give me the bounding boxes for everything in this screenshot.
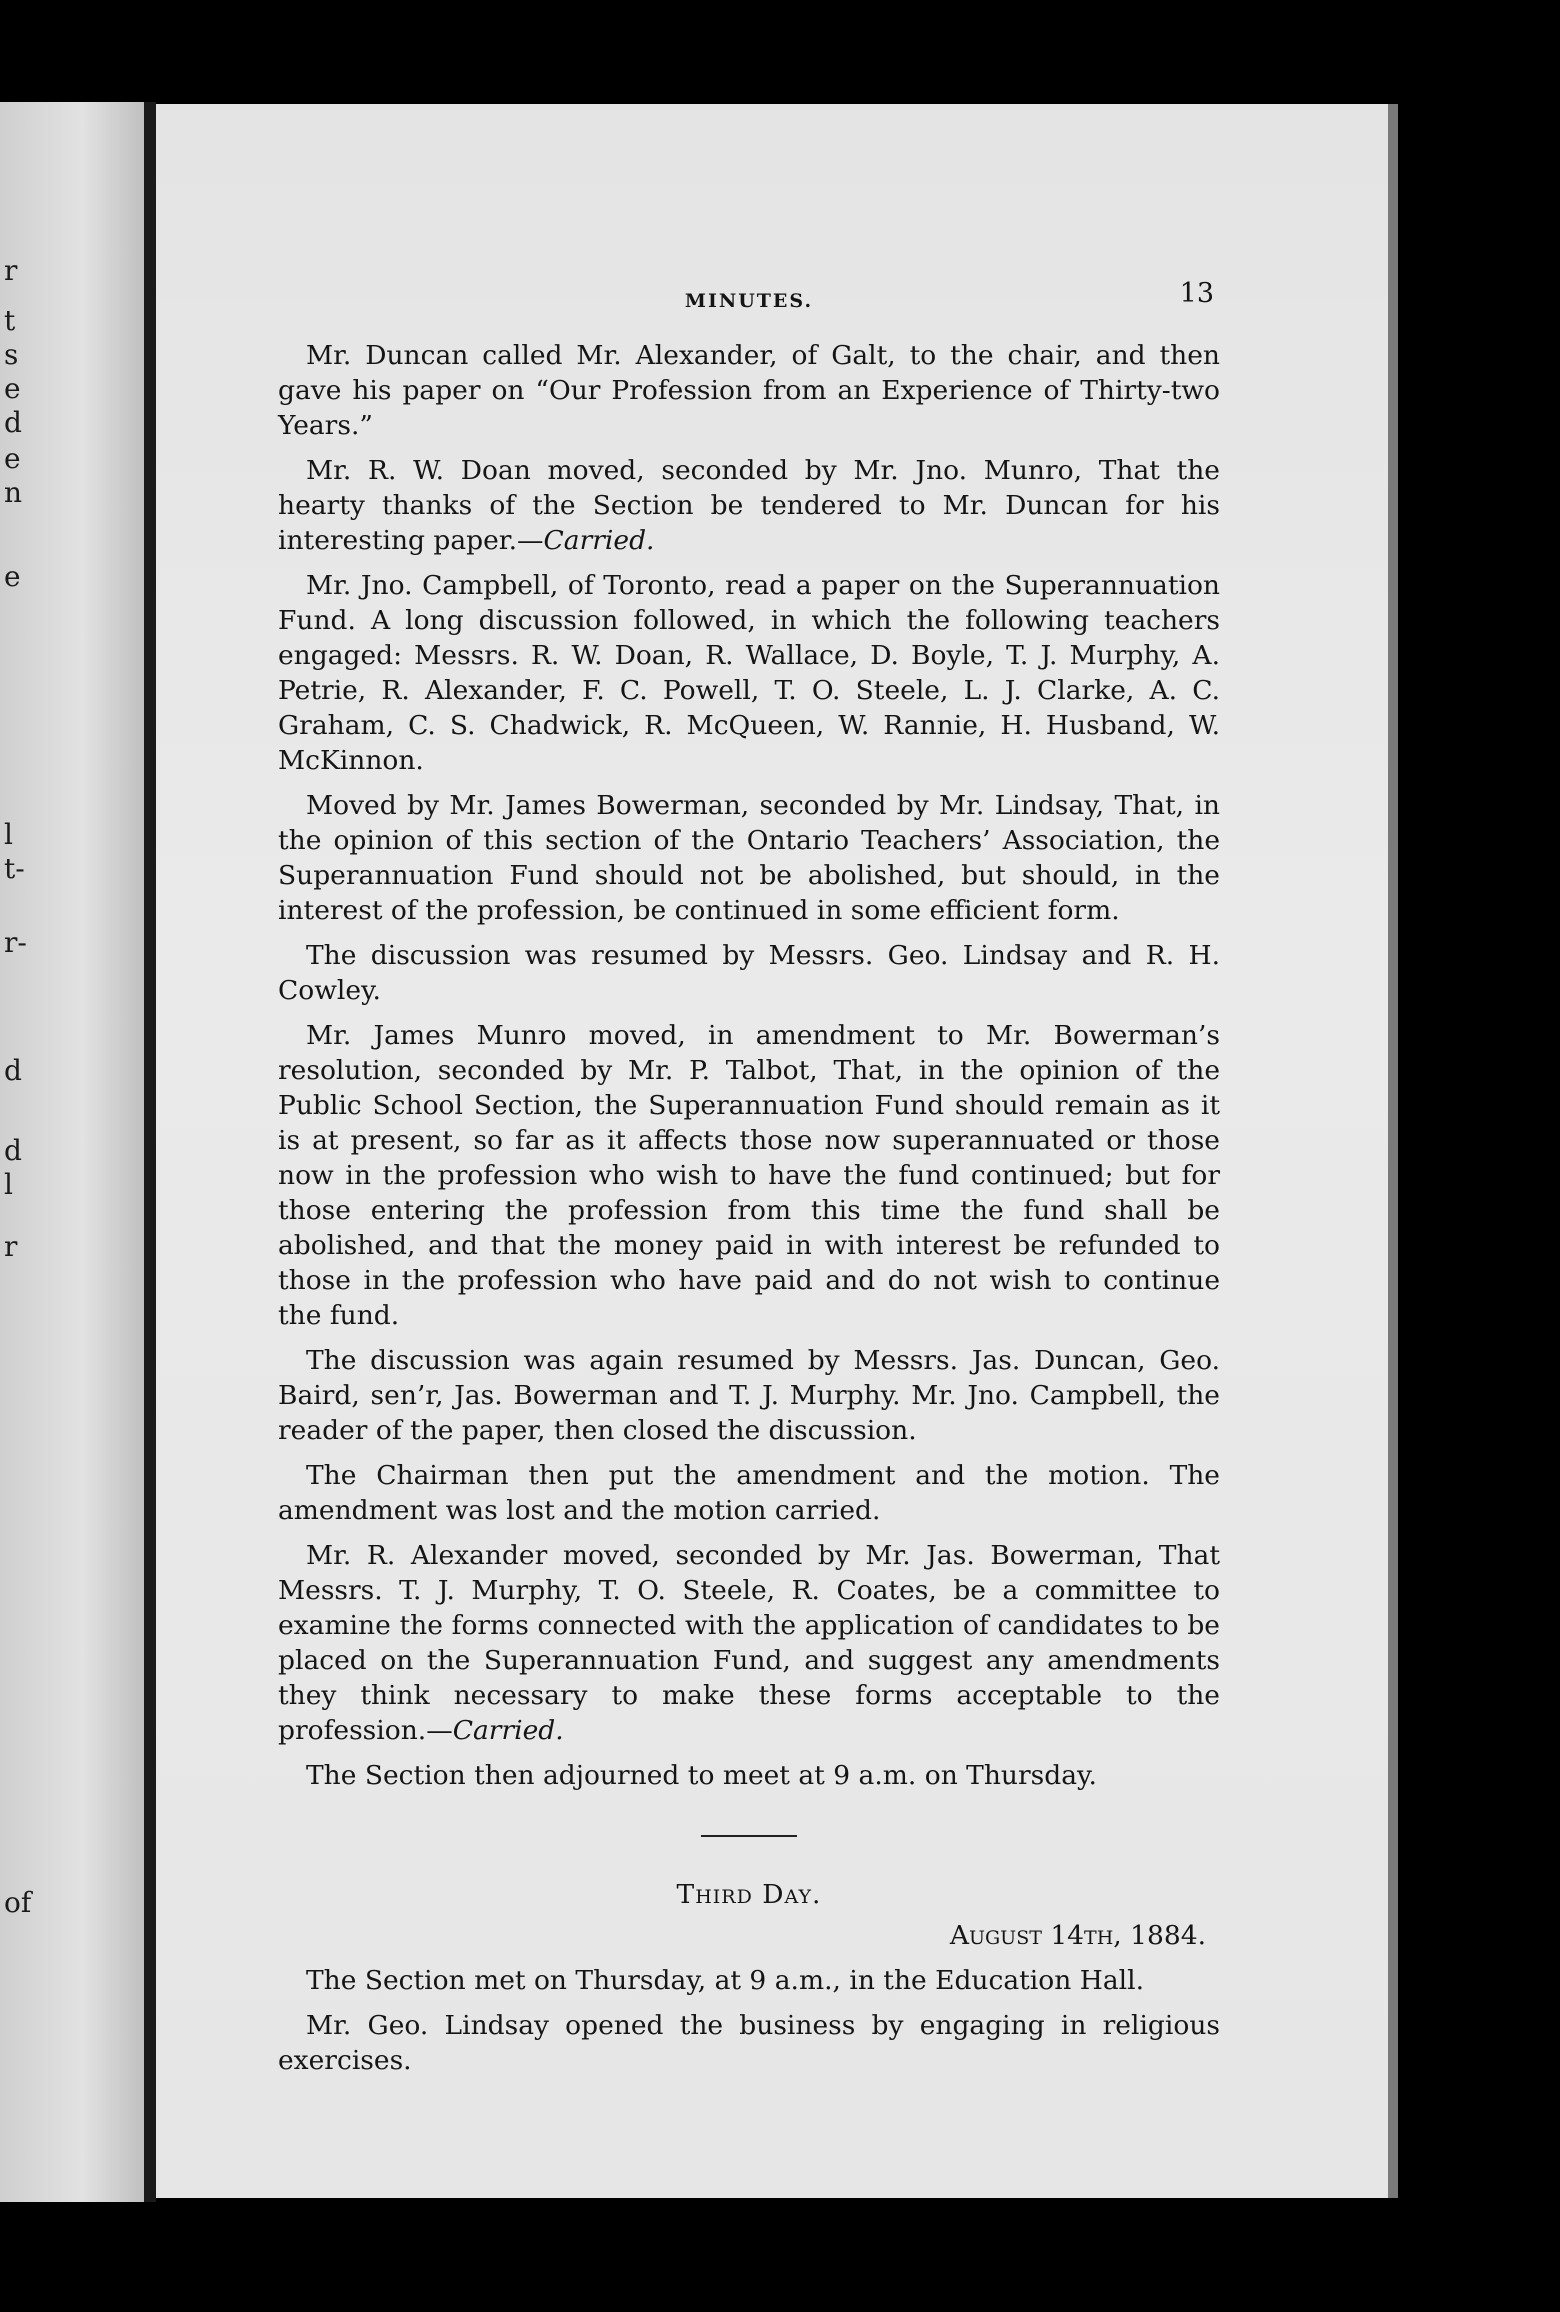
left-page-text-fragment: r-: [4, 926, 27, 959]
paragraph-text: Mr. R. Alexander moved, seconded by Mr. Jas. Bowerman, That Messrs. T. J. Murphy, T. O. Steele, R. Coates, be a committee to examine the forms connected with the application of candidates to be placed on the Superannuation Fund, and suggest any amendments they think necessary to make these forms acceptable to the profession.—: [278, 1540, 1220, 1746]
paragraph-text: Mr. Jno. Campbell, of Toronto, read a paper on the Superannuation Fund. A long discussion followed, in which the following teachers engaged: Messrs. R. W. Doan, R. Wallace, D. Boyle, T. J. Murphy, A. Petrie, R. Alexander, F. C. Powell, T. O. Steele, L. J. Clarke, A. C. Graham, C. S. Chadwick, R. McQueen, W. Rannie, H. Husband, W. McKinnon.: [278, 570, 1220, 776]
minutes-body: [278, 338, 1220, 2088]
paragraph: [278, 1538, 1220, 1748]
page: [156, 104, 1388, 2198]
left-page-text-fragment: t-: [4, 852, 25, 885]
page-number: 13: [1179, 278, 1214, 309]
carried-label: Carried.: [543, 525, 655, 556]
paragraph: [278, 788, 1220, 928]
paragraph-text: The Chairman then put the amendment and the motion. The amendment was lost and the motion carried.: [278, 1460, 1220, 1526]
running-head: [278, 280, 1220, 320]
running-head-title: MINUTES.: [684, 290, 814, 312]
paragraph-text: The discussion was resumed by Messrs. Geo. Lindsay and R. H. Cowley.: [278, 940, 1220, 1006]
left-page-text-fragment: d: [4, 1134, 22, 1167]
left-page-text-fragment: e: [4, 442, 21, 475]
paragraph: [278, 1758, 1220, 1793]
section-divider: [701, 1835, 797, 1837]
left-page-text-fragment: d: [4, 1054, 22, 1087]
left-page-text-fragment: d: [4, 406, 22, 439]
left-page-text-fragment: e: [4, 372, 21, 405]
left-page-text-fragment: n: [4, 476, 23, 509]
left-page-text-fragment: l: [4, 818, 13, 851]
left-page-text-fragment: s: [4, 338, 19, 371]
paragraph: Mr. Geo. Lindsay opened the business by engaging in religious exercises.: [278, 2010, 1220, 2076]
paragraph-text: Mr. Duncan called Mr. Alexander, of Galt, to the chair, and then gave his paper on “Our Profession from an Experience of Thirty-two Years.”: [278, 340, 1220, 441]
left-page-text-fragment: t: [4, 304, 16, 337]
paragraph: [278, 938, 1220, 1008]
paragraph: [278, 338, 1220, 443]
left-page-text-fragment: e: [4, 560, 21, 593]
paragraph: [278, 1458, 1220, 1528]
book-binding: [144, 102, 156, 2202]
left-page-text-fragment: l: [4, 1168, 13, 1201]
carried-label: Carried.: [452, 1715, 564, 1746]
paragraph-text: Mr. James Munro moved, in amendment to Mr. Bowerman’s resolution, seconded by Mr. P. Talbot, That, in the opinion of the Public School Section, the Superannuation Fund should remain as it is at present, so far as it affects those now superannuated or those now in the profession who wish to have the fund continued; but for those entering the profession from this time the fund shall be abolished, and that the money paid in with interest be refunded to those in the profession who have paid and do not wish to continue the fund.: [278, 1020, 1220, 1331]
paragraph: [278, 1343, 1220, 1448]
paragraph: [278, 1018, 1220, 1333]
section-heading: Third Day.: [676, 1879, 822, 1910]
left-page-text-fragment: r: [4, 254, 18, 287]
paragraph-text: Moved by Mr. James Bowerman, seconded by Mr. Lindsay, That, in the opinion of this section of the Ontario Teachers’ Association, the Superannuation Fund should not be abolished, but should, in the interest of the profession, be continued in some efficient form.: [278, 790, 1220, 926]
paragraph: [278, 453, 1220, 558]
page-edge-shadow: [1388, 104, 1398, 2198]
paragraph: [278, 568, 1220, 778]
left-page-text-fragment: of: [4, 1886, 32, 1919]
paragraph-text: The discussion was again resumed by Messrs. Jas. Duncan, Geo. Baird, sen’r, Jas. Bowerman and T. J. Murphy. Mr. Jno. Campbell, the reader of the paper, then closed the discussion.: [278, 1345, 1220, 1446]
section-date: August 14th, 1884.: [949, 1920, 1206, 1951]
paragraph-text: The Section then adjourned to meet at 9 a.m. on Thursday.: [306, 1760, 1097, 1791]
paragraph-text: Mr. R. W. Doan moved, seconded by Mr. Jno. Munro, That the hearty thanks of the Section be tendered to Mr. Duncan for his interesting paper.—: [278, 455, 1220, 556]
left-page-fragment: [0, 102, 150, 2202]
paragraph: The Section met on Thursday, at 9 a.m., in the Education Hall.: [306, 1965, 1144, 1996]
left-page-text-fragment: r: [4, 1230, 18, 1263]
